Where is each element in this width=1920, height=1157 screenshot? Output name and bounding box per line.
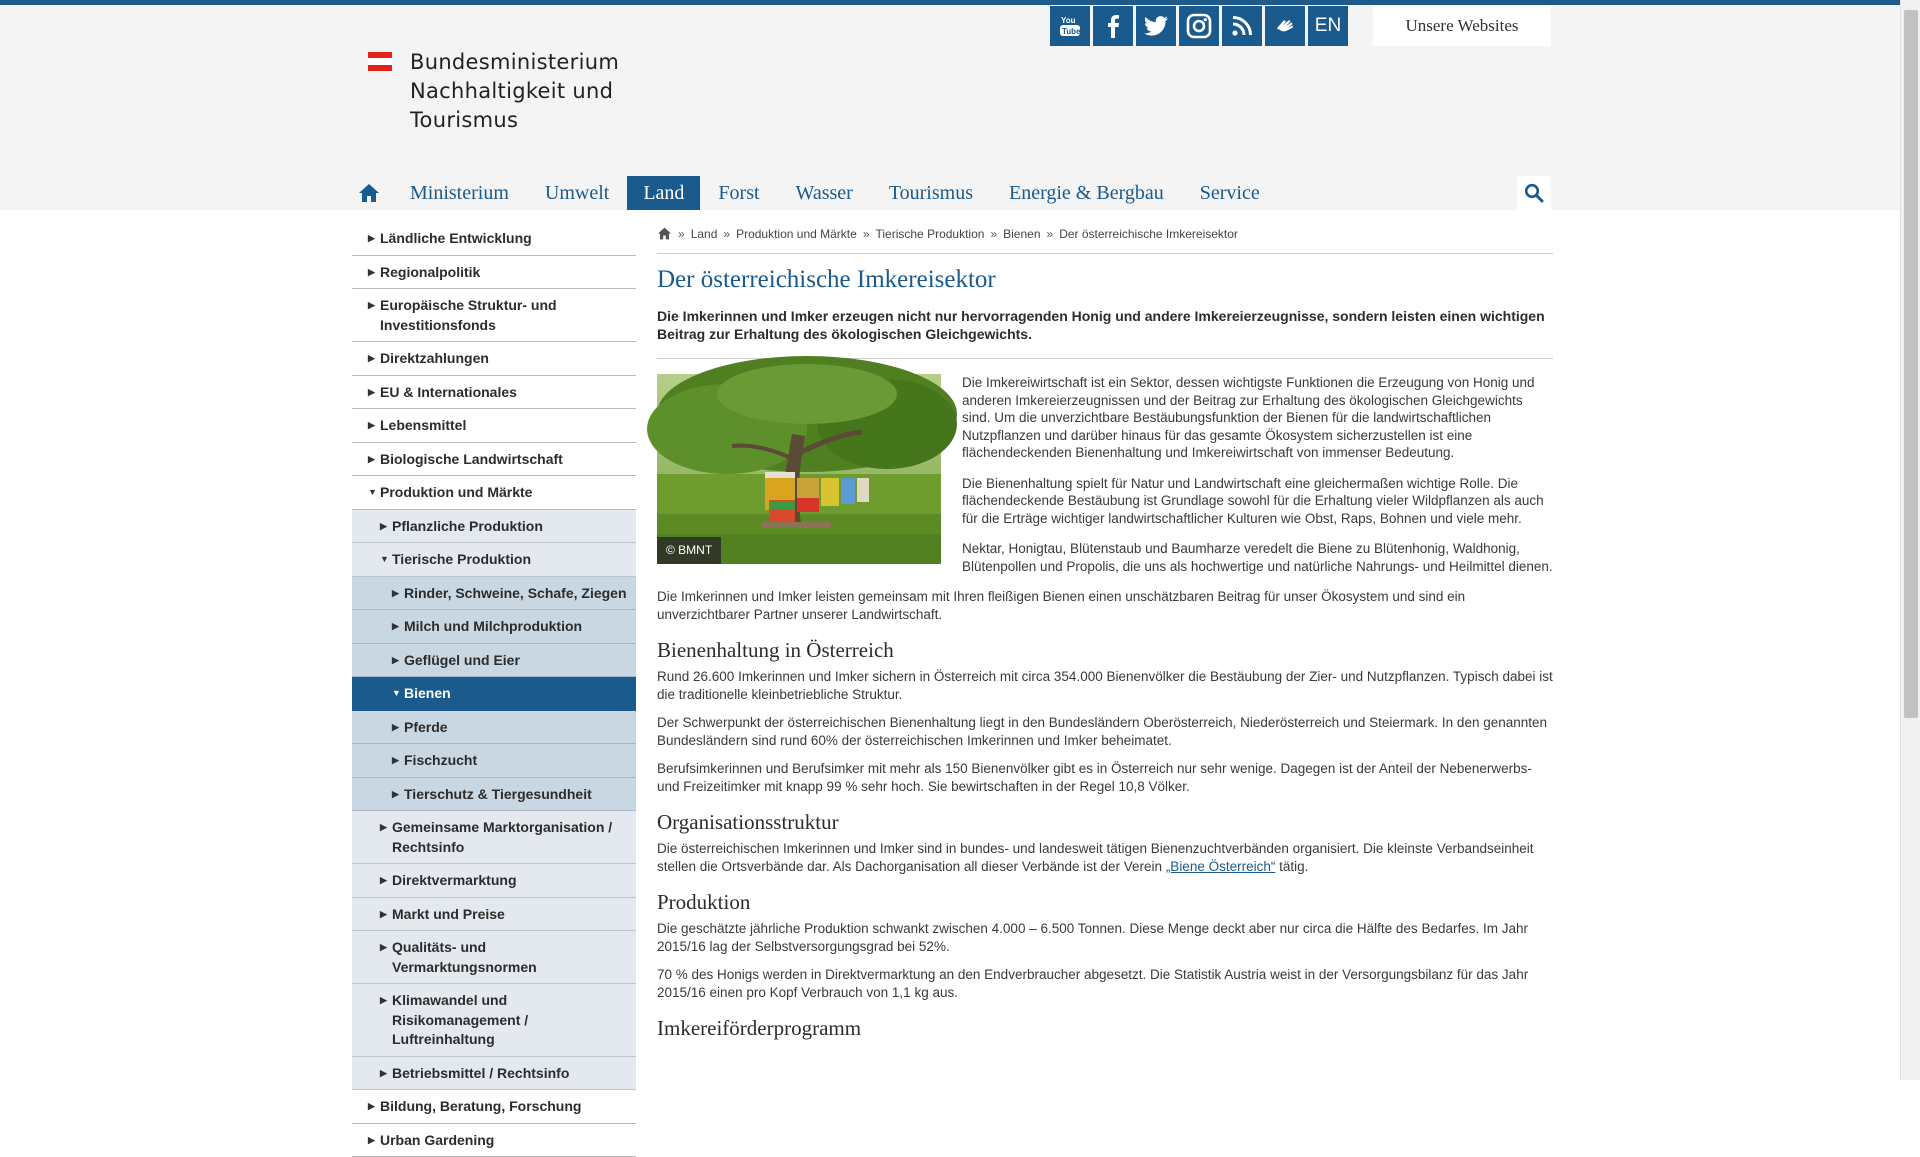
svg-text:Tube: Tube <box>1062 27 1081 36</box>
triangle-right-icon: ▶ <box>380 818 387 838</box>
sidebar-item[interactable] <box>352 744 636 778</box>
paragraph-text: tätig. <box>1275 859 1308 874</box>
sidebar-item[interactable] <box>352 222 636 256</box>
triangle-right-icon: ▶ <box>368 296 375 316</box>
breadcrumb <box>657 222 1553 254</box>
triangle-right-icon: ▶ <box>380 1064 387 1084</box>
sidebar-item-label: Regionalpolitik <box>380 264 480 280</box>
triangle-down-icon: ▼ <box>392 684 401 704</box>
biene-oesterreich-link[interactable]: „Biene Österreich“ <box>1166 859 1276 874</box>
sidebar-item[interactable] <box>352 610 636 644</box>
sidebar-item[interactable] <box>352 811 636 864</box>
sidebar-item-label: Markt und Preise <box>392 906 505 922</box>
nav-service[interactable]: Service <box>1182 176 1278 210</box>
article-intro <box>657 374 1553 623</box>
sidebar-item-label: Direktvermarktung <box>392 872 517 888</box>
triangle-right-icon: ▶ <box>368 383 375 403</box>
intro-paragraph: Die Imkerinnen und Imker leisten gemeinsam mit Ihren fleißigen Bienen einen unschätzbaren Beitrag für unser Ökosystem und sind ein unverzichtbarer Partner unserer Landwirtschaft. <box>657 588 1553 623</box>
sidebar-item[interactable] <box>352 1124 636 1157</box>
triangle-right-icon: ▶ <box>368 416 375 436</box>
search-icon[interactable] <box>1517 176 1551 210</box>
sidebar-item[interactable] <box>352 984 636 1057</box>
sidebar-item-label: Produktion und Märkte <box>380 484 532 500</box>
sidebar-item-label: Tierische Produktion <box>392 551 531 567</box>
breadcrumb-separator: » <box>990 227 997 241</box>
sidebar-navigation <box>352 222 636 1157</box>
sidebar-item-label: Fischzucht <box>404 752 477 768</box>
nav-energie-bergbau[interactable]: Energie & Bergbau <box>991 176 1182 210</box>
nav-wasser[interactable]: Wasser <box>778 176 871 210</box>
sidebar-item-label: Geflügel und Eier <box>404 652 520 668</box>
sidebar-item[interactable] <box>352 644 636 678</box>
sign-language-icon[interactable] <box>1265 6 1305 46</box>
triangle-right-icon: ▶ <box>392 718 399 738</box>
section-paragraph: Der Schwerpunkt der österreichischen Bienenhaltung liegt in den Bundesländern Oberösterreich, Niederösterreich und Steiermark. In den genannten Bundesländern sind rund 60% der österreichischen Imkerinnen und Imker beheimatet. <box>657 714 1553 749</box>
triangle-right-icon: ▶ <box>368 349 375 369</box>
paragraph-text: Die österreichischen Imkerinnen und Imker sind in bundes- und landesweit tätigen Bienenzuchtverbänden organisiert. Die kleinste Verbandseinheit stellen die Ortsverbände dar. Als Dachorganisation all dieser Verbände ist der Verein <box>657 841 1534 874</box>
sidebar-item[interactable] <box>352 1057 636 1091</box>
triangle-right-icon: ▶ <box>368 229 375 249</box>
triangle-right-icon: ▶ <box>368 263 375 283</box>
sidebar-item[interactable] <box>352 376 636 410</box>
sidebar-item-label: Klimawandel und Risikomanagement / Luftreinhaltung <box>392 992 528 1047</box>
breadcrumb-separator: » <box>723 227 730 241</box>
main-content <box>657 222 1553 1046</box>
sidebar-item-label: Milch und Milchproduktion <box>404 618 582 634</box>
breadcrumb-separator: » <box>1047 227 1054 241</box>
article-lead: Die Imkerinnen und Imker erzeugen nicht nur hervorragenden Honig und andere Imkereierzeugnisse, sondern leisten einen wichtigen Beitrag zur Erhaltung des ökologischen Gleichgewichts. <box>657 307 1553 359</box>
sidebar-item[interactable] <box>352 864 636 898</box>
breadcrumb-item[interactable]: Bienen <box>1003 227 1040 241</box>
sidebar-item-label: Gemeinsame Marktorganisation / Rechtsinfo <box>392 819 612 855</box>
triangle-right-icon: ▶ <box>368 1097 375 1117</box>
sidebar-item-label: Europäische Struktur- und Investitionsfonds <box>380 297 557 333</box>
rss-icon[interactable] <box>1222 6 1262 46</box>
sidebar-item-label: Betriebsmittel / Rechtsinfo <box>392 1065 569 1081</box>
triangle-right-icon: ▶ <box>368 1131 375 1151</box>
sidebar-item[interactable] <box>352 677 636 711</box>
beehives-photo[interactable] <box>657 374 941 564</box>
websites-menu-button[interactable]: Unsere Websites <box>1373 6 1551 46</box>
triangle-right-icon: ▶ <box>392 651 399 671</box>
sidebar-item[interactable] <box>352 510 636 544</box>
sidebar-item-label: EU & Internationales <box>380 384 517 400</box>
section-paragraph: Die geschätzte jährliche Produktion schwankt zwischen 4.000 – 6.500 Tonnen. Diese Menge deckt aber nur circa die Hälfte des Bedarfes. Im Jahr 2015/16 lag der Selbstversorgungsgrad bei 52%. <box>657 920 1553 955</box>
intro-paragraph: Die Imkereiwirtschaft ist ein Sektor, dessen wichtigste Funktionen die Erzeugung von Honig und anderen Imkereierzeugnissen und der Beitrag zur Erhaltung des ökologischen Gleichgewichts sind. Um die unverzichtbare Bestäubungsfunktion der Bienen für die landwirtschaftlichen Nutzpflanzen und darüber hinaus für das gesamte Ökosystem sicherzustellen ist eine flächendeckenden Bienenhaltung und Imkereiwirtschaft von immenser Bedeutung. <box>657 374 1553 462</box>
breadcrumb-item[interactable]: Produktion und Märkte <box>736 227 857 241</box>
section-paragraph <box>657 840 1553 875</box>
sidebar-item-label: Ländliche Entwicklung <box>380 230 532 246</box>
breadcrumb-separator: » <box>678 227 685 241</box>
triangle-right-icon: ▶ <box>380 871 387 891</box>
triangle-right-icon: ▶ <box>392 584 399 604</box>
breadcrumb-separator: » <box>863 227 870 241</box>
triangle-down-icon: ▼ <box>380 550 389 570</box>
section-heading: Produktion <box>657 890 1553 915</box>
section-paragraph: Rund 26.600 Imkerinnen und Imker sichern in Österreich mit circa 354.000 Bienenvölker die Bestäubung der Zier- und Nutzpflanzen. Typisch dabei ist die traditionelle kleinbetriebliche Struktur. <box>657 668 1553 703</box>
sidebar-item-label: Pflanzliche Produktion <box>392 518 543 534</box>
breadcrumb-item[interactable]: Land <box>691 227 718 241</box>
social-links <box>1050 6 1348 46</box>
youtube-icon[interactable] <box>1050 6 1090 46</box>
breadcrumb-current: Der österreichische Imkereisektor <box>1059 227 1238 241</box>
sidebar-item-label: Urban Gardening <box>380 1132 494 1148</box>
sidebar-item[interactable] <box>352 476 636 510</box>
main-navigation <box>352 176 1278 210</box>
facebook-icon[interactable] <box>1093 6 1133 46</box>
nav-ministerium[interactable]: Ministerium <box>392 176 527 210</box>
triangle-right-icon: ▶ <box>380 905 387 925</box>
sidebar-item[interactable] <box>352 409 636 443</box>
triangle-right-icon: ▶ <box>368 450 375 470</box>
logo-line-3: Tourismus <box>410 108 518 132</box>
sidebar-item[interactable] <box>352 711 636 745</box>
twitter-icon[interactable] <box>1136 6 1176 46</box>
sidebar-item[interactable] <box>352 443 636 477</box>
triangle-right-icon: ▶ <box>392 785 399 805</box>
sidebar-item-label: Biologische Landwirtschaft <box>380 451 563 467</box>
home-icon[interactable] <box>352 176 392 210</box>
sidebar-item[interactable] <box>352 256 636 290</box>
nav-umwelt[interactable]: Umwelt <box>527 176 627 210</box>
sidebar-item[interactable] <box>352 778 636 812</box>
sidebar-item-label: Pferde <box>404 719 448 735</box>
nav-land[interactable]: Land <box>627 176 700 210</box>
sidebar-item-label: Direktzahlungen <box>380 350 489 366</box>
intro-paragraph: Nektar, Honigtau, Blütenstaub und Baumharze veredelt die Biene zu Blütenhonig, Waldhonig, Blütenpollen und Propolis, die uns als hochwertige und natürliche Nahrungs- und Heilmittel dienen. <box>657 540 1553 575</box>
logo-line-2: Nachhaltigkeit und <box>410 79 613 103</box>
sidebar-item-label: Lebensmittel <box>380 417 466 433</box>
svg-text:You: You <box>1061 16 1076 25</box>
section-paragraph: Berufsimkerinnen und Berufsimker mit mehr als 150 Bienenvölker gibt es in Österreich nur sehr wenige. Dagegen ist der Anteil der Nebenerwerbs- und Freizeitimker mit knapp 99 % sehr hoch. Sie bewirtschaften in der Regel 10,8 Völker. <box>657 760 1553 795</box>
nav-tourismus[interactable]: Tourismus <box>871 176 991 210</box>
sidebar-item[interactable] <box>352 1090 636 1124</box>
language-switch-en[interactable]: EN <box>1308 6 1348 46</box>
breadcrumb-item[interactable]: Tierische Produktion <box>876 227 985 241</box>
triangle-right-icon: ▶ <box>392 751 399 771</box>
triangle-right-icon: ▶ <box>380 938 387 958</box>
section-heading: Organisationsstruktur <box>657 810 1553 835</box>
triangle-down-icon: ▼ <box>368 483 377 503</box>
nav-forst[interactable]: Forst <box>700 176 777 210</box>
section-heading: Bienenhaltung in Österreich <box>657 638 1553 663</box>
sidebar-item-label: Tierschutz & Tiergesundheit <box>404 786 592 802</box>
triangle-right-icon: ▶ <box>380 517 387 537</box>
page-title: Der österreichische Imkereisektor <box>657 266 1553 294</box>
sidebar-item-label: Qualitäts- und Vermarktungsnormen <box>392 939 537 975</box>
section-paragraph: 70 % des Honigs werden in Direktvermarktung an den Endverbraucher abgesetzt. Die Statistik Austria weist in der Versorgungsbilanz für das Jahr 2015/16 einen pro Kopf Verbrauch von 1,1 kg aus. <box>657 966 1553 1001</box>
sidebar-item[interactable] <box>352 342 636 376</box>
instagram-icon[interactable] <box>1179 6 1219 46</box>
breadcrumb-home-icon[interactable] <box>657 227 672 243</box>
sidebar-item-label: Bienen <box>404 685 451 701</box>
logo-line-1: Bundesministerium <box>410 50 619 74</box>
intro-paragraph: Die Bienenhaltung spielt für Natur und Landwirtschaft eine gleichermaßen wichtige Rolle. Die flächendeckende Bestäubung ist Grundlage sowohl für die Erhaltung vieler Wildpflanzen als auch für die Erträge wichtiger landwirtschaftlicher Kulturen wie Obst, Raps, Bohnen und viele mehr. <box>657 475 1553 528</box>
sidebar-item[interactable] <box>352 543 636 577</box>
austria-flag-icon <box>368 52 392 71</box>
sidebar-item-label: Rinder, Schweine, Schafe, Ziegen <box>404 585 627 601</box>
sidebar-item[interactable] <box>352 898 636 932</box>
sidebar-item-label: Bildung, Beratung, Forschung <box>380 1098 581 1114</box>
section-heading: Imkereiförderprogramm <box>657 1016 1553 1041</box>
page-scrollbar[interactable] <box>1900 0 1920 1080</box>
triangle-right-icon: ▶ <box>380 991 387 1011</box>
scrollbar-thumb[interactable] <box>1904 10 1918 718</box>
sidebar-item[interactable] <box>352 931 636 984</box>
image-credit: © BMNT <box>657 537 721 565</box>
sidebar-item[interactable] <box>352 577 636 611</box>
triangle-right-icon: ▶ <box>392 617 399 637</box>
sidebar-item[interactable] <box>352 289 636 342</box>
